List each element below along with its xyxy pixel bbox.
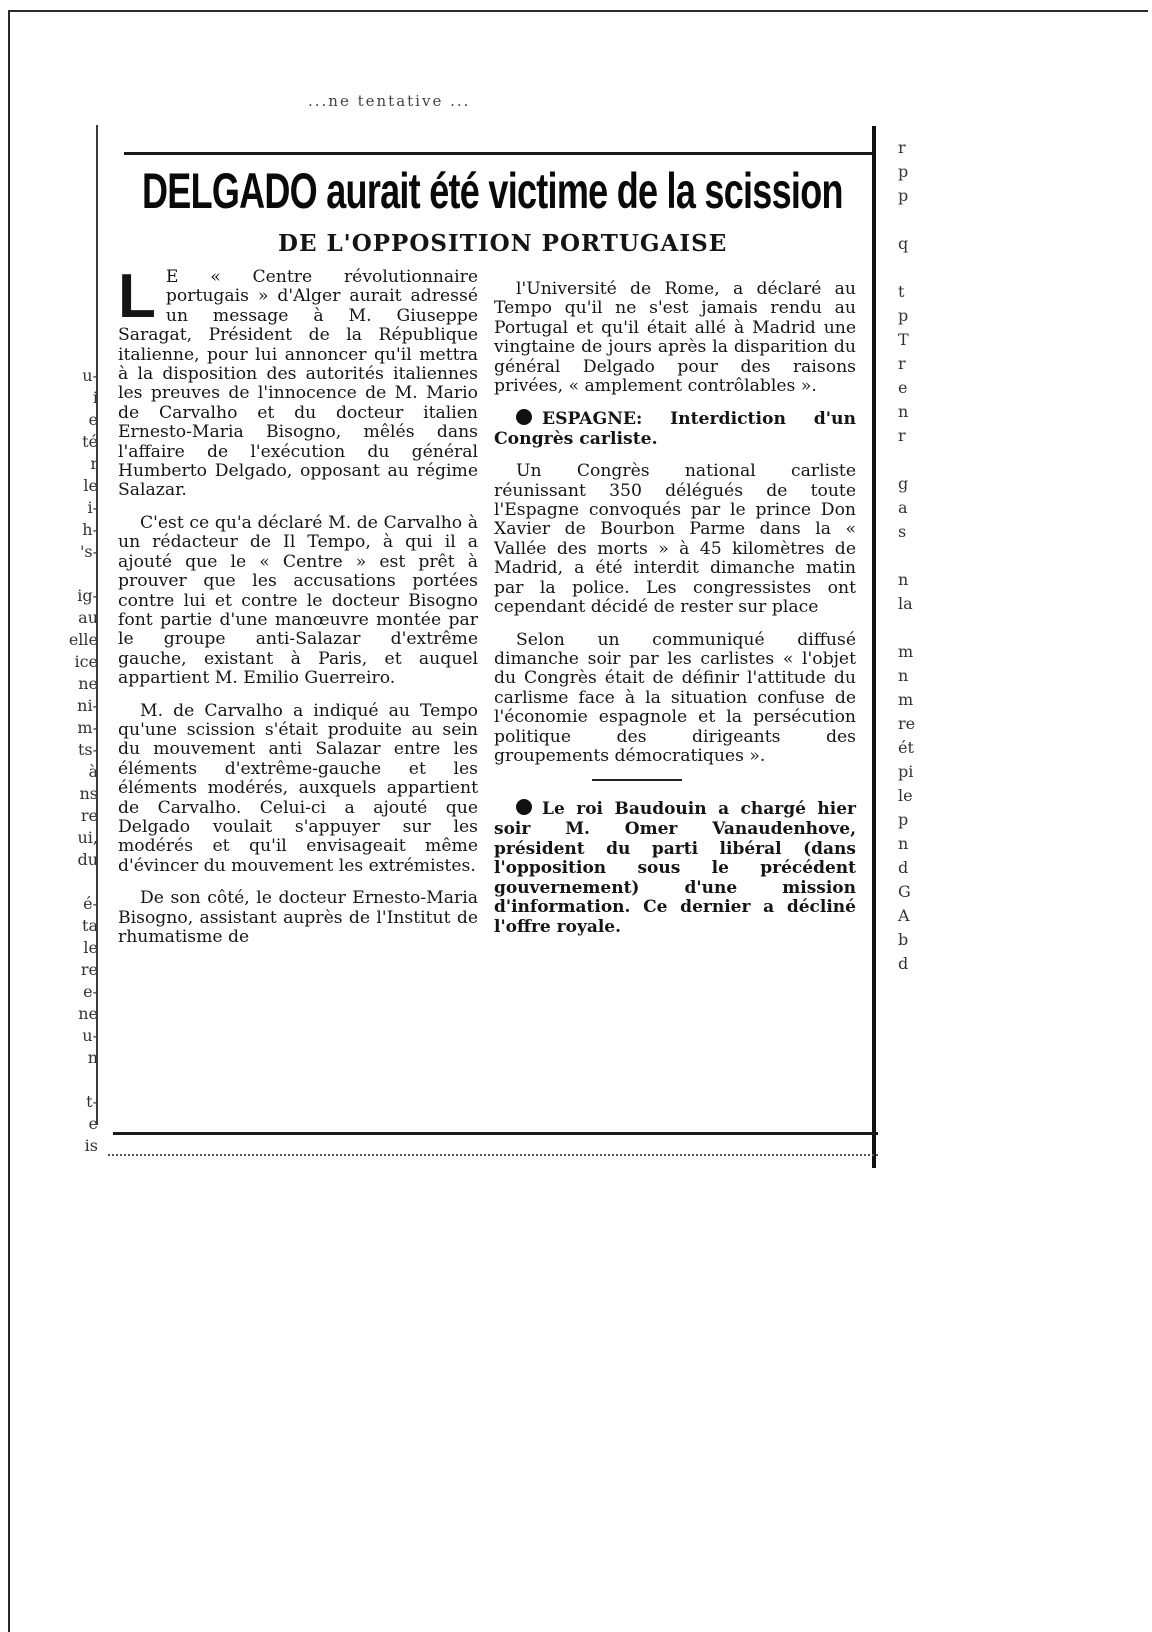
left-fragment: ice (74, 652, 98, 671)
right-fragment: m (898, 642, 914, 661)
left-fragment: e- (83, 982, 98, 1001)
paragraph-intro-text: E « Centre révolutionnaire portugais » d'Alger aurait adressé un message à M. Giuseppe Saragat, Président de la République italienne, pour lui annoncer qu'il mettra à la disposition des autorités italiennes les preuves de l'innocence de M. Mario de Carvalho et du docteur italien Ernesto-Maria Bisogno, mêlés dans l'affaire de l'exécution du général Humberto Delgado, opposant au régime Salazar. (118, 267, 478, 501)
left-fragment: r (90, 454, 98, 473)
left-fragment: ts- (77, 740, 98, 759)
right-fragment: p (898, 186, 909, 205)
left-fragment: re (80, 960, 98, 979)
right-margin-fragments (898, 136, 926, 976)
left-fragment: i- (87, 498, 98, 517)
right-fragment: r (898, 354, 906, 373)
right-fragment (898, 208, 926, 232)
paragraph-bisogno: De son côté, le docteur Ernesto-Maria Bisogno, assistant auprès de l'Institut de rhumatisme de (118, 888, 478, 947)
right-fragment (898, 544, 926, 568)
right-fragment: r (898, 426, 906, 445)
right-fragment: e (898, 378, 908, 397)
right-fragment: a (898, 498, 908, 517)
bullet-icon (516, 409, 532, 425)
left-fragment: du (77, 850, 98, 869)
paragraph-carvalho-statement: C'est ce qu'a déclaré M. de Carvalho à un rédacteur de Il Tempo, à qui il a ajouté que le « Centre » est prêt à prouver que les accusations portées contre lui et contre le docteur Bisogno font partie d'une manœuvre montée par le groupe anti-Salazar d'extrême gauche, existant à Paris, et auquel appartient M. Emilio Guerreiro. (118, 512, 478, 689)
right-fragment (898, 256, 926, 280)
left-fragment: ne (78, 674, 98, 693)
left-fragment: ns (79, 784, 98, 803)
right-fragment: s (898, 522, 907, 541)
left-fragment: i (92, 388, 98, 407)
right-fragment: t (898, 282, 905, 301)
brief-baudouin (494, 799, 856, 937)
left-fragment: t- (86, 1092, 98, 1111)
left-fragment: elle (68, 630, 98, 649)
right-fragment: m (898, 690, 914, 709)
right-fragment: n (898, 834, 909, 853)
column-right (494, 280, 856, 951)
left-fragment: e (88, 410, 98, 429)
scan-border-top (8, 10, 1148, 12)
scan-border-left (8, 10, 10, 1632)
left-fragment (64, 871, 98, 893)
left-fragment: é- (83, 894, 98, 913)
right-fragment: p (898, 162, 909, 181)
subheadline: DE L'OPPOSITION PORTUGAISE (278, 230, 728, 257)
left-fragment: ui, (77, 828, 98, 847)
left-fragment: n (87, 1048, 98, 1067)
left-fragment: 's- (79, 542, 98, 561)
left-fragment: à (88, 762, 98, 781)
paragraph-scission: M. de Carvalho a indiqué au Tempo qu'une scission s'était produite au sein du mouvement anti Salazar entre les éléments d'extrême-gauche et les éléments modérés, auxquels appartient de Carvalho. Celui-ci a ajouté que Delgado voulait s'appuyer sur les modérés et qu'il envisageait même d'évincer du mouvement les extrémistes. (118, 700, 478, 876)
right-fragment: q (898, 234, 909, 253)
right-fragment: d (898, 858, 909, 877)
right-fragment: G (898, 882, 911, 901)
right-column-rule (872, 126, 876, 1168)
right-fragment (898, 616, 926, 640)
right-fragment: re (898, 714, 916, 733)
paragraph-congres: Un Congrès national carliste réunissant 350 délégués de toute l'Espagne convoqués par le prince Don Xavier de Bourbon Parme dans la « Vallée des morts » à 45 kilomètres de Madrid, a été interdit dimanche matin par la police. Les congressistes ont cependant décidé de rester sur place (494, 461, 856, 618)
top-rule (124, 152, 876, 155)
right-fragment: ét (898, 738, 914, 757)
left-fragment: m- (77, 718, 98, 737)
bottom-rule (113, 1132, 878, 1135)
brief-text: Le roi Baudouin a chargé hier soir M. Omer Vanaudenhove, président du parti libéral (dans l'opposition sous le précédent gouvernement) d'une mission d'information. Ce dernier a décliné l'offre royale. (494, 799, 856, 937)
left-fragment: u- (82, 366, 98, 385)
left-fragment: le (83, 476, 98, 495)
paragraph-bisogno-cont: l'Université de Rome, a déclaré au Tempo qu'il ne s'est jamais rendu au Portugal et qu'il était allé à Madrid une vingtaine de jours après la disparition du général Delgado pour des raisons privées, « amplement contrôlables ». (494, 279, 856, 397)
right-fragment: p (898, 306, 909, 325)
left-fragment: u- (82, 1026, 98, 1045)
right-fragment: le (898, 786, 913, 805)
bullet-icon (516, 799, 532, 815)
left-fragment: ta (82, 916, 98, 935)
right-fragment: p (898, 810, 909, 829)
left-fragment (64, 563, 98, 585)
top-fragment-text: ...ne tentative ... (308, 92, 471, 110)
left-fragment: e (88, 1114, 98, 1133)
right-fragment: T (898, 330, 909, 349)
paragraph-communique: Selon un communiqué diffusé dimanche soir par les carlistes « l'objet du Congrès était de définir l'attitude du carlisme face à la situation confuse de l'économie espagnole et la persécution politique des dirigeants des groupements démocratiques ». (494, 629, 856, 766)
right-fragment: la (898, 594, 913, 613)
right-fragment (898, 448, 926, 472)
right-fragment: b (898, 930, 909, 949)
right-fragment: d (898, 954, 909, 973)
left-fragment: re (80, 806, 98, 825)
brief-separator (592, 779, 682, 781)
left-fragment: té (82, 432, 98, 451)
left-fragment: au (78, 608, 98, 627)
bottom-dashed-rule (108, 1154, 878, 1156)
newspaper-clipping (108, 90, 878, 1180)
drop-cap: L (118, 262, 156, 331)
espagne-head-text: ESPAGNE: Interdiction d'un Congrès carliste. (494, 409, 856, 449)
left-fragment: ig- (77, 586, 98, 605)
left-fragment: le (83, 938, 98, 957)
column-left (118, 262, 478, 960)
left-margin-fragments (64, 365, 98, 1157)
left-fragment: ne (78, 1004, 98, 1023)
left-fragment: ni- (77, 696, 98, 715)
left-fragment (64, 1069, 98, 1091)
espagne-section-head (494, 409, 856, 449)
right-fragment: A (898, 906, 910, 925)
right-fragment: n (898, 570, 909, 589)
right-fragment: r (898, 138, 906, 157)
right-fragment: g (898, 474, 909, 493)
headline: DELGADO aurait été victime de la scission (142, 163, 843, 219)
right-fragment: n (898, 402, 909, 421)
left-column-rule (96, 125, 98, 1125)
right-fragment: pi (898, 762, 914, 781)
right-fragment: n (898, 666, 909, 685)
paragraph-intro (118, 262, 478, 501)
left-fragment: is (84, 1136, 98, 1155)
left-fragment: h- (82, 520, 98, 539)
